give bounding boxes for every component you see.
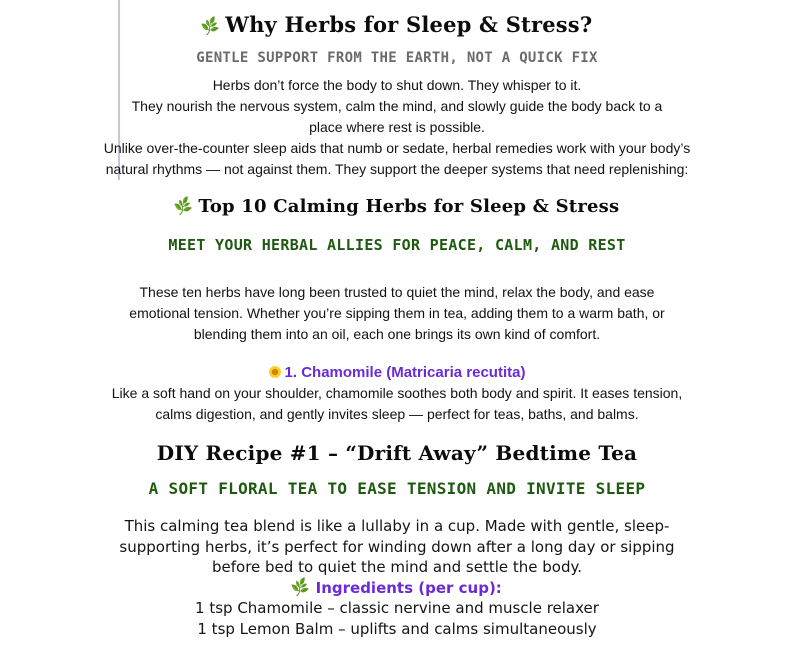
body-line: place where rest is possible. xyxy=(309,119,485,135)
section-body xyxy=(0,75,794,180)
body-line: This calming tea blend is like a lullaby in a cup. Made with gentle, sleep- xyxy=(124,517,670,535)
body-line: calms digestion, and gently invites sleep — perfect for teas, baths, and balms. xyxy=(155,406,639,422)
body-line: before bed to quiet the mind and settle the body. xyxy=(211,558,582,576)
section-body xyxy=(0,282,794,345)
recipe-title: DIY Recipe #1 – “Drift Away” Bedtime Tea xyxy=(156,441,638,465)
section-top-herbs xyxy=(0,193,794,221)
herb-entry-chamomile xyxy=(0,362,794,425)
body-line: These ten herbs have long been trusted to quiet the mind, relax the body, and ease xyxy=(139,284,655,300)
body-line: blending them into an oil, each one brings its own kind of comfort. xyxy=(193,326,601,342)
ingredient-item: 1 tsp Chamomile – classic nervine and muscle relaxer xyxy=(195,599,599,618)
body-line: natural rhythms — not against them. They support the deeper systems that need replenishing: xyxy=(105,161,689,177)
recipe-body xyxy=(0,516,794,639)
section-subtitle: GENTLE SUPPORT FROM THE EARTH, NOT A QUICK FIX xyxy=(196,50,598,66)
leaf-icon: 🌿 xyxy=(199,15,222,38)
section-title: 🌿 Why Herbs for Sleep & Stress? xyxy=(0,10,794,42)
body-line: Like a soft hand on your shoulder, chamomile soothes both body and spirit. It eases tension, xyxy=(111,385,683,401)
body-line: They nourish the nervous system, calm the mind, and slowly guide the body back to a xyxy=(131,98,663,114)
leaf-icon: 🌿 xyxy=(289,577,312,599)
body-line: supporting herbs, it’s perfect for winding down after a long day or sipping xyxy=(119,537,675,556)
leaf-icon: 🌿 xyxy=(172,196,195,218)
ingredients-heading: 🌿 Ingredients (per cup): xyxy=(0,578,794,599)
section-why-herbs xyxy=(0,10,794,42)
recipe-subtitle: A SOFT FLORAL TEA TO EASE TENSION AND INVITE SLEEP xyxy=(148,479,646,498)
section-title: 🌿 Top 10 Calming Herbs for Sleep & Stress xyxy=(0,193,794,221)
section-subtitle: MEET YOUR HERBAL ALLIES FOR PEACE, CALM, AND REST xyxy=(168,236,626,254)
body-line: Herbs don’t force the body to shut down. They whisper to it. xyxy=(212,77,582,93)
herb-heading: 1. Chamomile (Matricaria recutita) xyxy=(0,362,794,383)
sunflower-icon xyxy=(269,366,281,378)
body-line: emotional tension. Whether you’re sipping them in tea, adding them to a warm bath, or xyxy=(129,305,665,321)
ingredient-item: 1 tsp Lemon Balm – uplifts and calms simultaneously xyxy=(197,619,597,638)
body-line: Unlike over-the-counter sleep aids that numb or sedate, herbal remedies work with your body’s xyxy=(103,140,691,156)
